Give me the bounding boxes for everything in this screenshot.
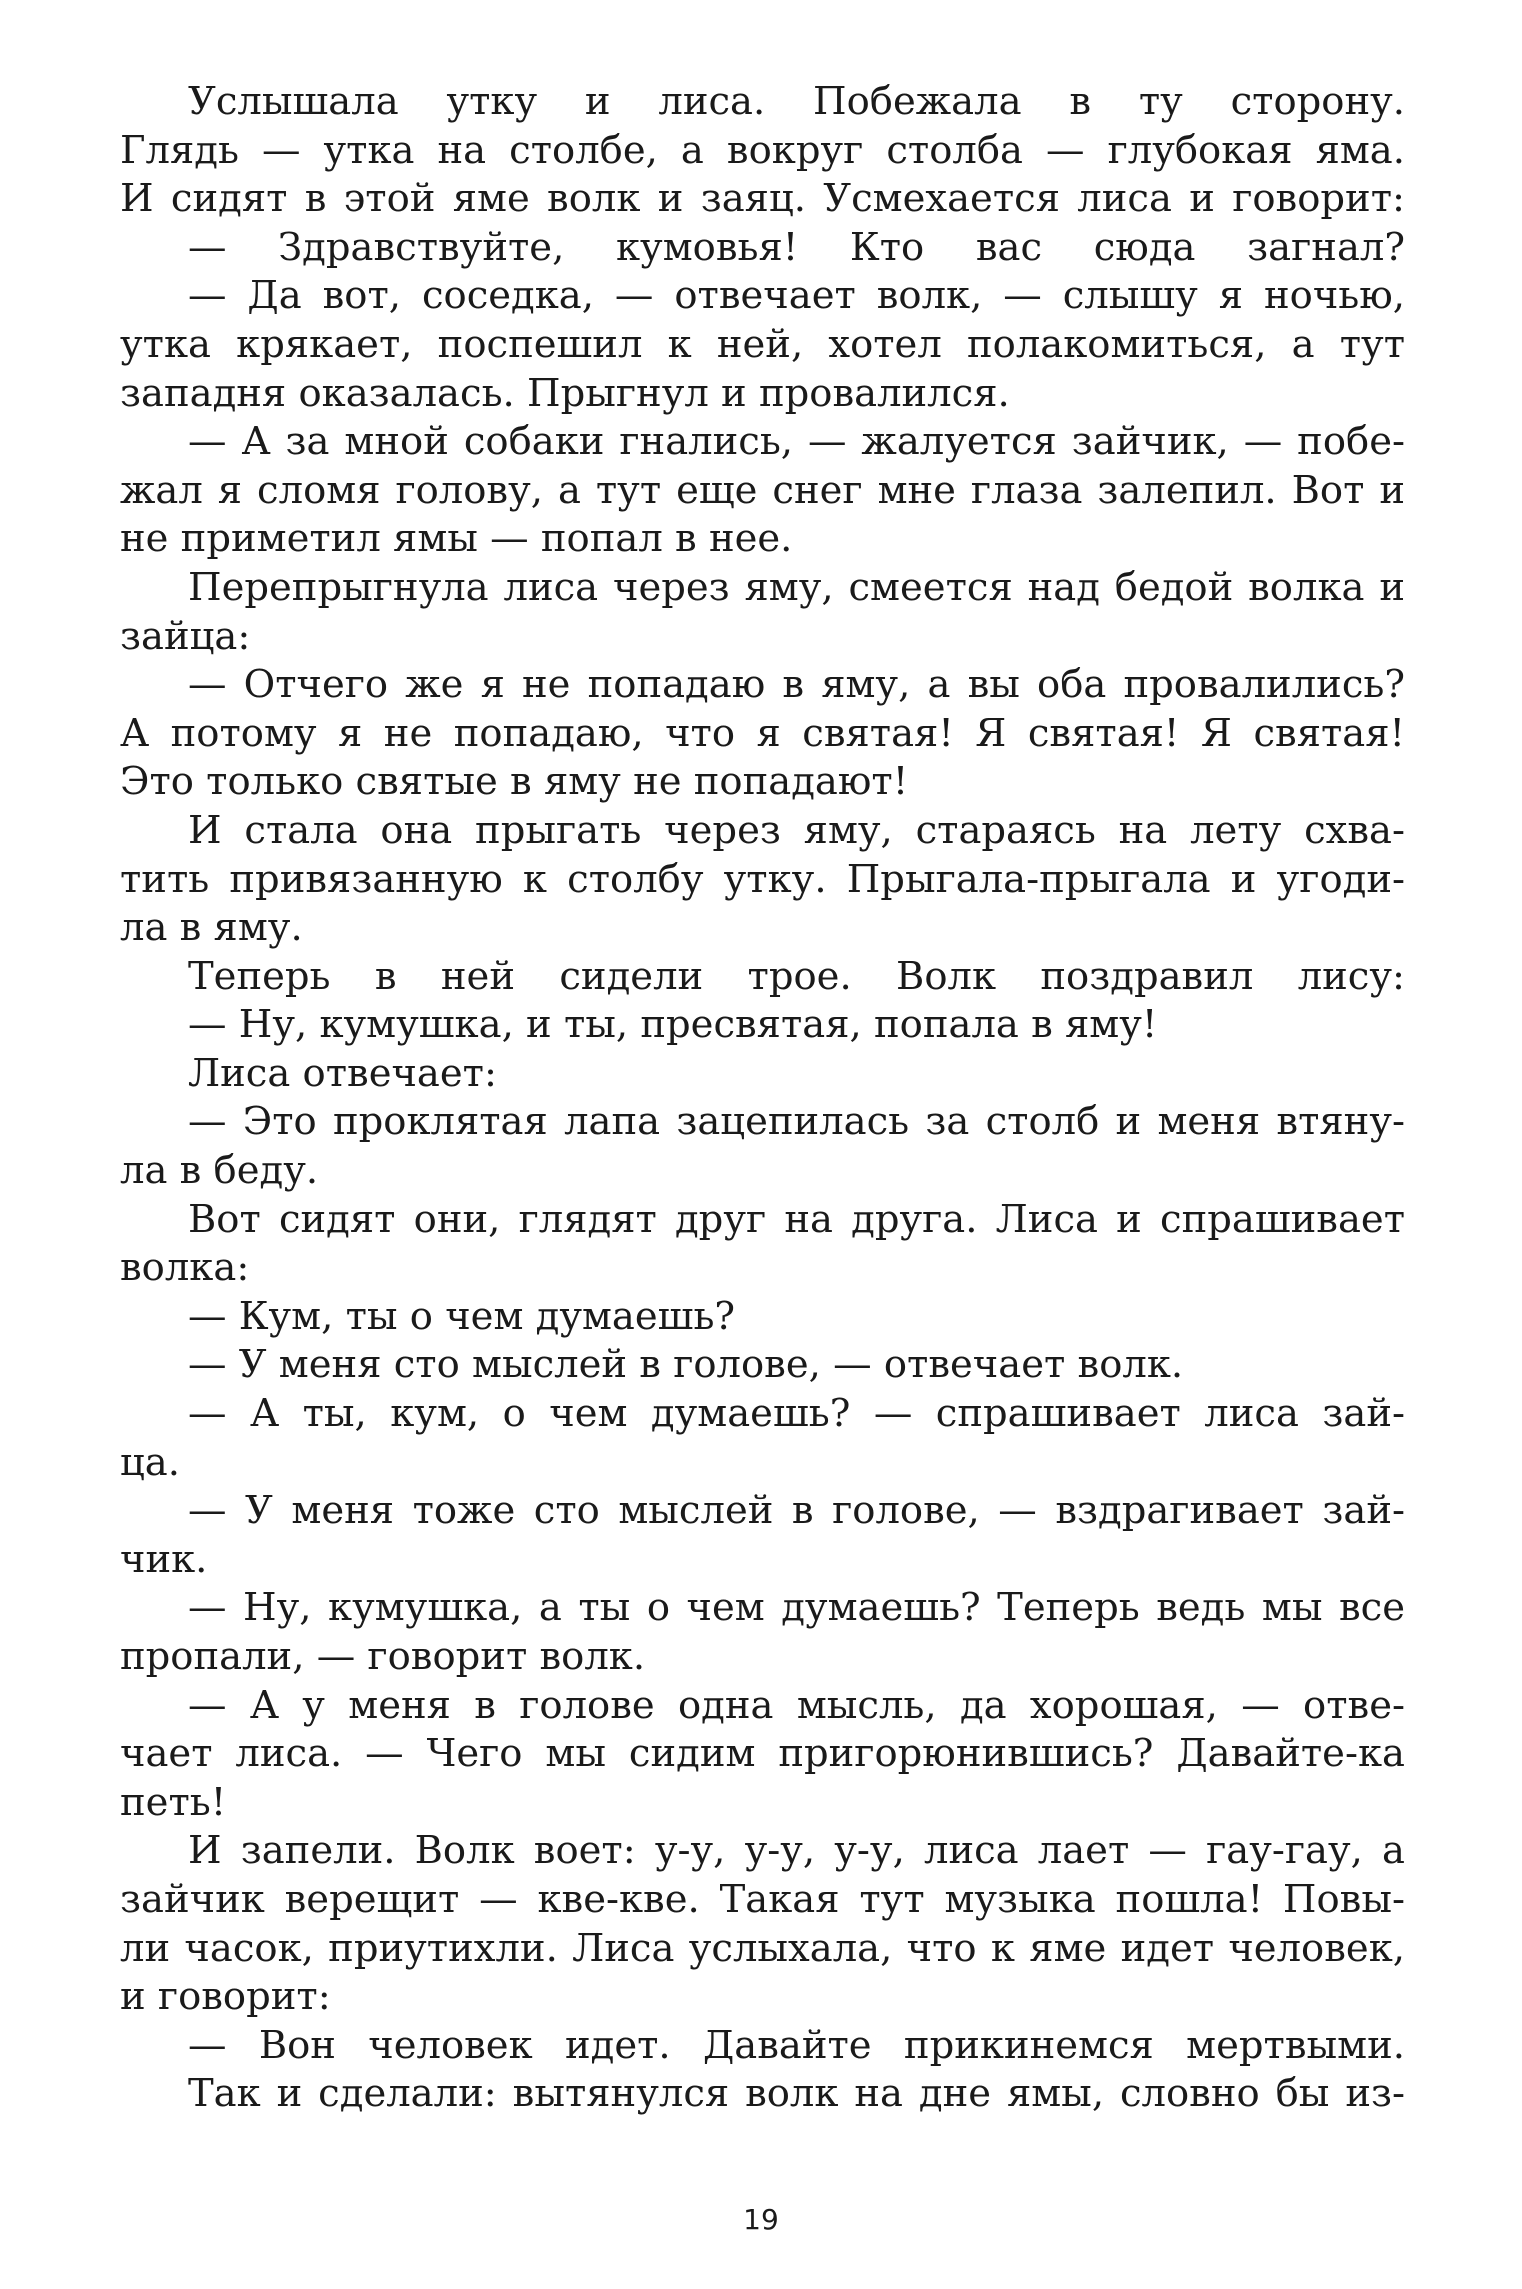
text-line: ли часок, приутихли. Лиса услыхала, что к яме идет человек, [120, 1925, 1405, 1971]
text-line: Глядь — утка на столбе, а вокруг столба — глубокая яма. [120, 127, 1405, 173]
text-line: Услышала утку и лиса. Побежала в ту сторону. [188, 79, 1405, 124]
text-line: — Ну, кумушка, и ты, пресвятая, попала в яму! [188, 1002, 1158, 1048]
text-line: Перепрыгнула лиса через яму, смеется над бедой волка и [188, 564, 1405, 610]
text-line: Так и сделали: вытянулся волк на дне ямы, словно бы из- [188, 2071, 1405, 2117]
text-line: жал я сломя голову, а тут еще снег мне глаза залепил. Вот и [120, 467, 1405, 513]
text-line: зайца: [120, 613, 251, 659]
text-line: — Да вот, соседка, — отвечает волк, — слышу я ночью, [188, 273, 1405, 319]
story-text [120, 78, 1405, 2119]
text-line: — Вон человек идет. Давайте прикинемся мертвыми. [188, 2022, 1405, 2068]
text-line: Теперь в ней сидели трое. Волк поздравил лису: [188, 953, 1405, 999]
text-line: — Кум, ты о чем думаешь? [188, 1293, 736, 1339]
text-line: западня оказалась. Прыгнул и провалился. [120, 370, 1010, 416]
text-line: чик. [120, 1536, 208, 1582]
text-line: ла в яму. [120, 905, 303, 951]
text-line: А потому я не попадаю, что я святая! Я святая! Я святая! [120, 710, 1405, 756]
text-line: И запели. Волк воет: у-у, у-у, у-у, лиса лает — гау-гау, а [188, 1828, 1405, 1874]
text-line: тить привязанную к столбу утку. Прыгала-прыгала и угоди- [120, 856, 1405, 902]
text-line: — Здравствуйте, кумовья! Кто вас сюда загнал? [188, 224, 1405, 270]
text-line: не приметил ямы — попал в нее. [120, 516, 793, 562]
text-line: Лиса отвечает: [188, 1050, 497, 1096]
text-line: зайчик верещит — кве-кве. Такая тут музыка пошла! Повы- [120, 1876, 1405, 1922]
text-line: ца. [120, 1439, 180, 1485]
text-line: ла в беду. [120, 1148, 319, 1194]
text-line: — А у меня в голове одна мысль, да хорошая, — отве- [188, 1682, 1405, 1728]
text-line: волка: [120, 1245, 250, 1291]
text-line: петь! [120, 1779, 227, 1825]
text-line: И сидят в этой яме волк и заяц. Усмехается лиса и говорит: [120, 176, 1405, 222]
text-line: — Это проклятая лапа зацепилась за столб и меня втяну- [188, 1099, 1405, 1145]
text-line: Это только святые в яму не попадают! [120, 759, 909, 805]
text-line: — Отчего же я не попадаю в яму, а вы оба провалились? [188, 662, 1405, 708]
text-line: — Ну, кумушка, а ты о чем думаешь? Теперь ведь мы все [188, 1585, 1405, 1631]
text-line: — А ты, кум, о чем думаешь? — спрашивает лиса зай- [188, 1391, 1405, 1437]
text-line: — А за мной собаки гнались, — жалуется зайчик, — побе- [188, 419, 1405, 465]
text-line: Вот сидят они, глядят друг на друга. Лиса и спрашивает [188, 1196, 1405, 1242]
text-line: и говорит: [120, 1974, 331, 2020]
text-line: — У меня тоже сто мыслей в голове, — вздрагивает зай- [188, 1488, 1405, 1534]
text-line: утка крякает, поспешил к ней, хотел полакомиться, а тут [120, 321, 1405, 367]
page-number: 19 [743, 2203, 779, 2236]
text-line: пропали, — говорит волк. [120, 1634, 646, 1679]
text-line: И стала она прыгать через яму, стараясь на лету схва- [188, 807, 1405, 853]
text-line: — У меня сто мыслей в голове, — отвечает волк. [188, 1342, 1184, 1388]
text-line: чает лиса. — Чего мы сидим пригорюнившись? Давайте-ка [120, 1731, 1405, 1777]
